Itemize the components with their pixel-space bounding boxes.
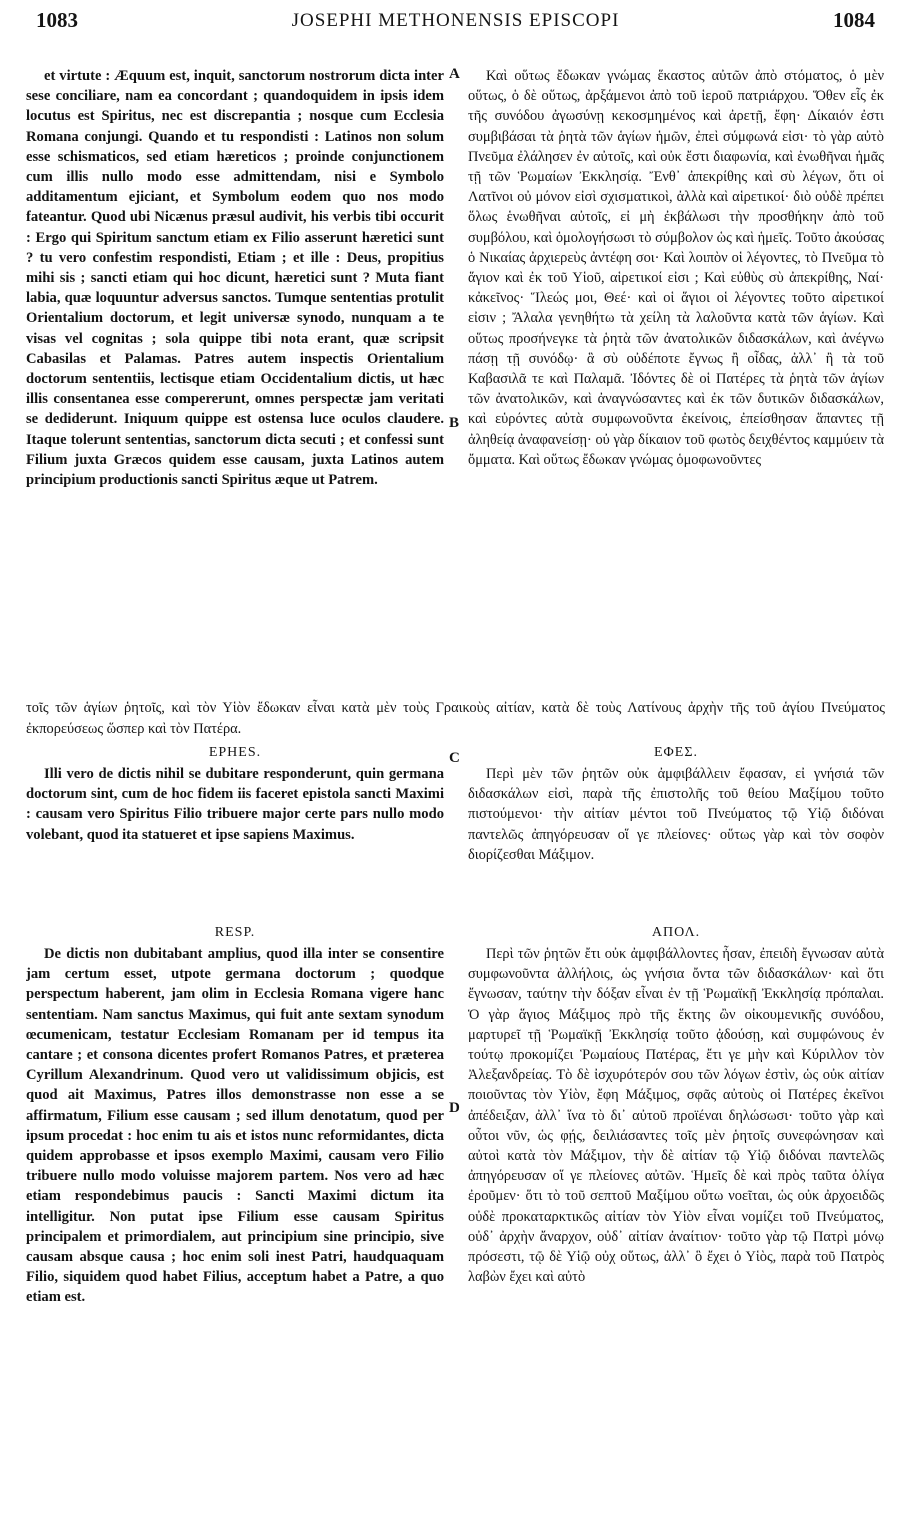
- spanning-greek-line: [26, 698, 885, 740]
- greek-heading-resp: ΑΠΟΛ.: [651, 925, 701, 940]
- greek-paragraph-ephes: Περὶ μὲν τῶν ῥητῶν οὐκ ἀμφιβάλλειν ἔφασαν, εἰ γνήσιά τῶν διδασκάλων εἰσὶ, παρὰ τῆς ἐπιστολῆς τοῦ θείου Μαξίμου τοῦτο πιστούμενοι· τὴν αἰτίαν μέντοι τοῦ Πνεύματος τῷ Υἱῷ διδόναι παντελῶς ἀπηγόρευσαν οἵ γε πλείονες· οὕτως γὰρ καὶ τὸν σοφὸν διορίζεσθαι Μάξιμον.: [468, 766, 884, 863]
- greek-column-resp: [468, 922, 884, 1522]
- latin-column-resp: [26, 922, 444, 1522]
- latin-paragraph-resp: De dictis non dubitabant amplius, quod illa inter se consentire jam certum esset, utpote germana doctorum ; quodque perspectum haberent, jam olim in Ecclesia Romana vigere hanc sententiam. Nam sanctus Maximus, qui fuit ante sextam synodum œcumenicam, testatur Ecclesiam Romanam per id tempus ita cantare ; et consona dicentes profert Romanos Patres, et præterea Cyrillum Alexandrinum. Quod vero ut validissimum objicis, est quod ait Maximus, Patres illos demonstrasse non esse a se affirmatum, Filium esse causam ; sed illum denotatum, quod per ipsum procedat : hoc enim tu ais et istos nunc reformidantes, dicta quidem approbasse et ipsos exemplo Maximi, causam vero Filio tribuere nullo modo voluisse majorem partem. Nos vero ad hæc etiam respondebimus paucis : Sancti Maximi dictum ita intelligitur. Non putat ipse Filium esse causam Spiritus principalem et primordialem, aut principium sine principio, sive causam absque causa ; hoc enim soli inest Patri, haudquaquam Filio, siquidem quod habet Filius, acceptum habet a Patre, a quo etiam est.: [26, 946, 444, 1306]
- latin-paragraph-ephes: Illi vero de dictis nihil se dubitare responderunt, quin germana doctorum sint, cum de hoc fidem iis faceret epistola sancti Maximi : causam vero Spiritus Filio tribuere major certe pars nullo modo volebant, quod ita statueret et ipse sapiens Maximus.: [26, 766, 444, 843]
- latin-column-top: [26, 66, 444, 696]
- greek-column-top: [468, 66, 884, 696]
- margin-letter-a: A: [449, 66, 460, 82]
- page-header: [26, 8, 885, 36]
- greek-paragraph-top: Καὶ οὕτως ἔδωκαν γνώμας ἕκαστος αὐτῶν ἀπὸ στόματος, ὁ μὲν οὕτως, ὁ δὲ οὕτως, ἀρξάμενοι ἀπὸ τοῦ ἱεροῦ πατριάρχου. Ὅθεν εἷς ἐκ τῆς συνόδου ἀγωσύνῃ κεκοσμημένος καὶ ἀρετῇ, ἔφη· Δίκαιόν ἐστι συμβιβάσαι τὰ ῥητὰ τῶν ἁγίων ἡμῶν, ἐπεὶ σύμφωνά εἰσι· τὸ γὰρ αὐτὸ Πνεῦμα ἐλάλησεν ἐν αὐτοῖς, καὶ οὐκ ἔστι διαφωνία, καὶ ἑνωθῆναι ἡμᾶς τῇ τῶν Ῥωμαίων Ἐκκλησίᾳ. Ἔνθ᾽ ἀπεκρίθης καὶ σὺ λέγων, ὅτι οἱ Λατῖνοι οὐ μόνον εἰσὶ σχισματικοὶ, ἀλλὰ καὶ αἱρετικοί· διὸ οὐδὲ πρέπει ὅλως ἑνωθῆναι αὐτοῖς, εἰ μὴ ἐκβάλωσι τὴν προσθήκην ἀπὸ τοῦ συμβόλου, καὶ ὁμολογήσωσι τὸ σύμβολον ὡς καὶ ἡμεῖς. Τοῦτο ἀκούσας ὁ Νικαίας ἀρχιερεὺς ἀντέφη σοι· Καὶ λοιπὸν οἱ λέγοντες, τὸ Πνεῦμα τὸ ἅγιον καὶ ἐκ τοῦ Υἱοῦ, αἱρετικοί εἰσι ; Καὶ εὐθὺς σὺ ἀπεκρίθης, Ναί· κἀκεῖνος· Ἵλεώς μοι, Θεέ· καὶ οἱ ἅγιοι οἱ λέγοντες τοῦτο αἱρετικοί εἰσιν ; Ἄλαλα γενηθήτω τὰ χείλη τὰ λαλοῦντα κατὰ τῶν ἁγίων. Καὶ οὕτως προσήνεγκε τὰ ῥητὰ τῶν ἀνατολικῶν διδασκάλων, καὶ ἀνέγνω πάσῃ τῇ συνόδῳ· ἃ σὺ οὐδέποτε ἔγνως ἢ οἶδας, ἀλλ᾽ ἢ τὰ τοῦ Καβασιλᾶ τε καὶ Παλαμᾶ. Ἰδόντες δὲ οἱ Πατέρες τὰ ῥητὰ τῶν ἁγίων τῶν ἀνατολικῶν, καὶ ἀναγνώσαντες καὶ ἐκ τῶν δυτικῶν διδασκάλων, καὶ εὑρόντες αὐτὰ συμφωνοῦντα ἐκείνοις, ἐπείσθησαν ἅπαντες τῇ ἀληθείᾳ ἀναφανείσῃ· οὐ γὰρ δίκαιον τοῦ φωτὸς δειχθέντος καμμύειν τὰ ὄμματα. Καὶ οὕτως ἔδωκαν γνώμας ὁμοφωνοῦντες: [468, 68, 884, 468]
- latin-heading-ephes: EPHES.: [208, 745, 262, 760]
- margin-letter-c: C: [449, 750, 460, 766]
- spanning-greek-text: τοῖς τῶν ἁγίων ῥητοῖς, καὶ τὸν Υἱὸν ἔδωκαν εἶναι κατὰ μὲν τοὺς Γραικοὺς αἰτίαν, κατὰ δὲ τοὺς Λατίνους ἀρχὴν τῆς τοῦ ἁγίου Πνεύματος ἐκπορεύσεως ὥσπερ καὶ τὸν Πατέρα.: [26, 700, 885, 737]
- greek-paragraph-resp: Περὶ τῶν ῥητῶν ἔτι οὐκ ἀμφιβάλλοντες ἦσαν, ἐπειδὴ ἔγνωσαν αὐτὰ συμφωνοῦντα ἀλλήλοις, ὡς γνήσια ὄντα τῶν διδασκάλων· καὶ ὅτι ἔγνωσαν, ταύτην τὴν δόξαν εἶναι ἐν τῇ Ῥωμαϊκῇ Ἐκκλησίᾳ πρόπαλαι. Ὁ γὰρ ἅγιος Μάξιμος πρὸ τῆς ἕκτης ὢν οἰκουμενικῆς συνόδου, μαρτυρεῖ τῇ Ῥωμαϊκῇ Ἐκκλησίᾳ τοῦτο ᾀδούσῃ, καὶ συμφώνους ἐν τούτῳ προκομίζει Ῥωμαίους Πατέρας, ἔτι γε μὴν καὶ Κύριλλον τὸν Ἀλεξανδρείας. Τὸ δὲ ἰσχυρότερόν σου τῶν λόγων ἐστὶν, ὡς οὐκ αἰτίαν ποιοῦντας τὸν Υἱὸν, ἔφη Μάξιμος, σφᾶς αὐτοὺς οἱ Πατέρες ἐκεῖνοι ἀπέδειξαν, ἀλλ᾽ ἵνα τὸ δι᾽ αὐτοῦ προϊέναι δηλώσωσι· τοῦτο γὰρ καὶ οὗτοι νῦν, ὡς φῄς, δειλιάσαντες τοῖς μὲν ῥητοῖς συνεφώνησαν καὶ αὐτοὶ κατὰ τὸν Μάξιμον, τὴν δὲ αἰτίαν τῷ Υἱῷ διδόναι παντελῶς ἀπηγόρευσαν οἵ γε πλείονες αὐτῶν. Ἡμεῖς δὲ καὶ πρὸς ταῦτα ὀλίγα ἐροῦμεν· ὅτι τὸ τοῦ σεπτοῦ Μαξίμου οὕτω νοεῖται, ὡς οὐκ ἀρχοειδῶς οὐδὲ προκαταρκτικῶς αἰτίαν τὸν Υἱὸν εἶναι νομίζει τοῦ Πνεύματος, οὐδ᾽ ἀρχὴν ἄναρχον, οὐδ᾽ αἰτίαν ἀναίτιον· τοῦτο γὰρ τῷ Πατρὶ μόνῳ πρόσεστι, τῷ δὲ Υἱῷ οὐχ οὕτως, ἀλλ᾽ ὃ ἔχει ὁ Υἱὸς, παρὰ τοῦ Πατρὸς λαβὼν ἔχει καὶ αὐτὸ: [468, 946, 884, 1286]
- margin-letter-b: B: [449, 415, 460, 431]
- latin-paragraph-top: et virtute : Æquum est, inquit, sanctorum nostrorum dicta inter sese conciliare, nam ea concordant ; quandoquidem in ipsis idem locutus est Spiritus, nec est discrepantia ; nosque cum Ecclesia Romana conjungi. Quando et tu respondisti : Latinos non solum esse schismaticos, sed etiam hæreticos ; proinde conjunctionem cum illis nullo modo esse admittendam, nisi e Symbolo additamentum ejiciant, et Symbolum eodem quo nos modo fateantur. Quod ubi Nicænus præsul audivit, his verbis tibi occurit : Ergo qui Spiritum sanctum etiam ex Filio asserunt hæretici sunt ? tu vero confestim respondisti, Etiam ; et ille : Deus, propitius mihi sis ; sancti etiam qui hoc dicunt, hæretici sunt ? Muta fiant labia, quæ loquuntur adversus sanctos. Tumque sententias protulit Orientalium doctorum, et legit universæ synodo, nunquam a te visas vel cognitas ; sola quippe tibi nota erant, quæ scripsit Cabasilas et Palamas. Patres autem inspectis Orientalium doctorum sententiis, lectisque etiam Occidentalium dictis, ut hæc illis consentanea esse compererunt, omnes perspectæ jam veritati se dediderunt. Iniquum quippe est ostensa luce oculos claudere. Itaque tolerunt sententias, sanctorum dicta secuti ; et confessi sunt Filium juxta Græcos quidem esse causam, juxta Latinos autem principium productionis sancti Spiritus æque ut Patrem.: [26, 68, 444, 489]
- latin-heading-resp: RESP.: [214, 925, 256, 940]
- running-title: JOSEPHI METHONENSIS EPISCOPI: [291, 10, 620, 31]
- latin-column-ephes: [26, 742, 444, 920]
- greek-heading-ephes: ΕΦΕΣ.: [654, 745, 698, 760]
- page-number-left: 1083: [36, 8, 78, 32]
- margin-letter-d: D: [449, 1100, 460, 1116]
- page-number-right: 1084: [833, 8, 875, 32]
- greek-column-ephes: [468, 742, 884, 920]
